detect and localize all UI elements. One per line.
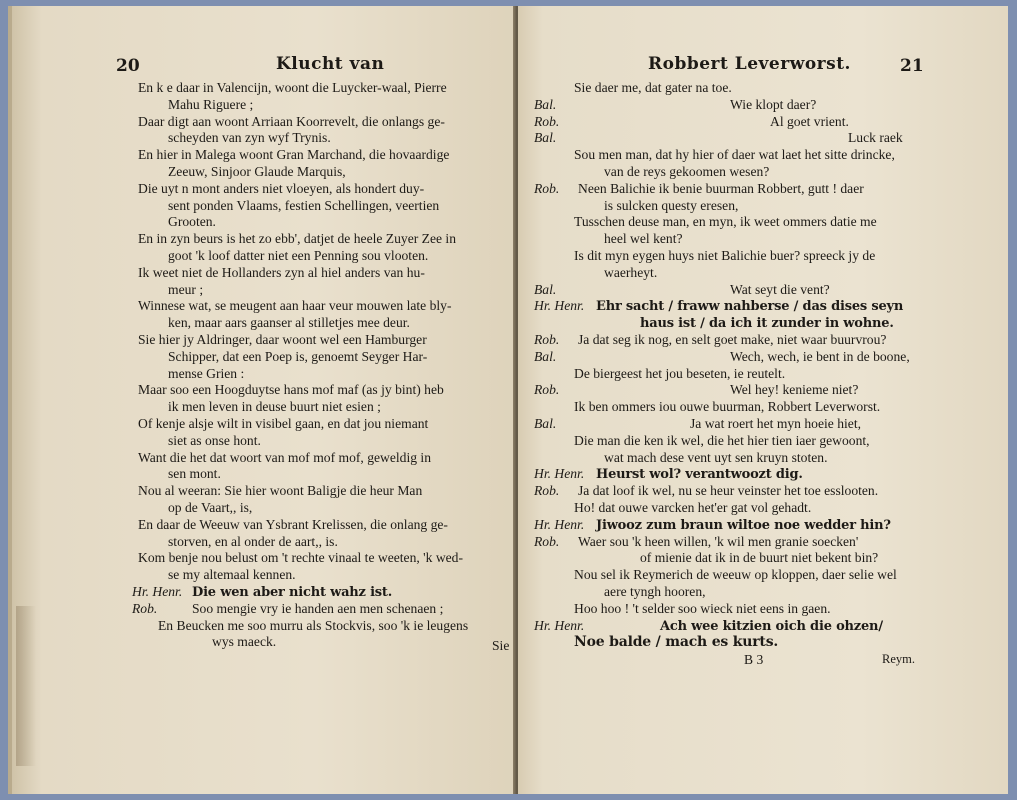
speech-text: Al goet vrient. — [770, 113, 849, 129]
speech-text: wat mach dese vent uyt sen kruyn stoten. — [604, 449, 828, 465]
speaker-label: Bal. — [534, 281, 557, 297]
text-line: En hier in Malega woont Gran Marchand, die hovaardige — [138, 147, 450, 163]
speech-text: waerheyt. — [604, 264, 658, 280]
speech-text: Die wen aber nicht wahz ist. — [192, 585, 393, 600]
speaker-label: Hr. Henr. — [534, 466, 585, 482]
speech-line — [534, 315, 934, 332]
speech-text: wys maeck. — [212, 634, 277, 650]
speech-text: Die man die ken ik wel, die het hier tien iaer gewoont, — [574, 432, 870, 448]
speech-text: heel wel kent? — [604, 231, 683, 247]
left-page-text — [138, 80, 516, 584]
text-line: Daar digt aan woont Arriaan Koorrevelt, die onlangs ge- — [138, 113, 445, 129]
speaker-label: Bal. — [534, 96, 557, 112]
speech-line — [534, 450, 934, 467]
speech-line — [132, 584, 516, 601]
text-line: meur ; — [168, 281, 204, 297]
speech-text: Is dit myn eygen huys niet Balichie buer? spreeck jy de — [574, 247, 876, 263]
text-line: Schipper, dat een Poep is, genoemt Seyger Har- — [168, 348, 428, 364]
speech-text: Ja dat seg ik nog, en selt goet make, niet waar buurvrou? — [578, 331, 887, 347]
speech-line — [534, 483, 934, 500]
speech-line — [534, 534, 934, 551]
folio-left: 20 — [116, 56, 140, 76]
speech-line — [534, 366, 934, 383]
text-line: Of kenje alsje wilt in visibel gaan, en dat jou niemant — [138, 415, 429, 431]
speech-text: Nou sel ik Reymerich de weeuw op kloppen, daer selie wel — [574, 567, 897, 583]
text-line: Nou al weeran: Sie hier woont Baligje die heur Man — [138, 483, 423, 499]
speech-text: Ho! dat ouwe varcken het'er gat vol gehadt. — [574, 499, 812, 515]
text-line: op de Vaart,, is, — [168, 499, 253, 515]
speaker-label: Rob. — [132, 600, 158, 616]
speech-line — [534, 500, 934, 517]
text-line: scheyden van zyn wyf Trynis. — [168, 130, 331, 146]
text-line: Die uyt n mont anders niet vloeyen, als hondert duy- — [138, 180, 425, 196]
text-line: sen mont. — [168, 466, 221, 482]
text-line: En daar de Weeuw van Ysbrant Krelissen, die onlang ge- — [138, 516, 448, 532]
text-line: En k e daar in Valencijn, woont die Luycker-waal, Pierre — [138, 80, 447, 95]
speech-line — [534, 80, 934, 97]
speech-text: Heurst wol? verantwoozt dig. — [596, 467, 803, 483]
speech-line — [534, 332, 934, 349]
folio-right: 21 — [900, 56, 924, 76]
speech-text: Sie daer me, dat gater na toe. — [574, 80, 732, 95]
speech-line — [534, 231, 934, 248]
text-line: Want die het dat woort van mof mof mof, geweldig in — [138, 449, 431, 465]
speech-text: haus ist / da ich it zunder in wohne. — [640, 316, 894, 332]
speech-text: En Beucken me soo murru als Stockvis, soo 'k ie leugens — [158, 617, 469, 633]
running-head-left: Klucht van — [276, 54, 385, 74]
text-line: sent ponden Vlaams, festien Schellingen, veertien — [168, 197, 440, 213]
text-line: storven, en al onder de aart,, is. — [168, 533, 338, 549]
speech-line — [534, 147, 934, 164]
speaker-label: Bal. — [534, 130, 557, 146]
speech-line — [534, 618, 934, 635]
text-line: mense Grien : — [168, 365, 245, 381]
left-page-speeches — [132, 584, 516, 651]
speech-text: Ehr sacht / fraww nahberse / das dises seyn — [596, 299, 904, 315]
speaker-label: Rob. — [534, 113, 560, 129]
speaker-label: Hr. Henr. — [534, 617, 585, 633]
speech-line — [534, 248, 934, 265]
speech-line — [534, 198, 934, 215]
text-line: En in zyn beurs is het zo ebb', datjet de heele Zuyer Zee in — [138, 231, 457, 247]
text-line: ken, maar aars gaanser al stilletjes mee deur. — [168, 315, 410, 331]
text-line: se my altemaal kennen. — [168, 567, 296, 583]
speech-text: Ach wee kitzien oich die ohzen/ — [660, 618, 883, 634]
speech-line — [534, 298, 934, 315]
speech-line — [534, 130, 934, 147]
speech-text: Wat seyt die vent? — [730, 281, 830, 297]
speech-text: Wech, wech, ie bent in de boone, — [730, 348, 910, 364]
speech-line — [534, 634, 934, 651]
speech-line — [534, 416, 934, 433]
speaker-label: Hr. Henr. — [534, 516, 585, 532]
speech-line — [534, 382, 934, 399]
speech-line — [534, 567, 934, 584]
speech-text: of mienie dat ik in de buurt niet bekent bin? — [640, 550, 879, 566]
speech-text: Jiwooz zum braun wiltoe noe wedder hin? — [596, 517, 891, 533]
speech-line — [534, 349, 934, 366]
text-line: Mahu Riguere ; — [168, 96, 254, 112]
speech-text: Waer sou 'k heen willen, 'k wil men granie soecken' — [578, 533, 859, 549]
text-line: Zeeuw, Sinjoor Glaude Marquis, — [168, 163, 346, 179]
speech-text: Tusschen deuse man, en myn, ik weet ommers datie me — [574, 214, 877, 230]
speaker-label: Bal. — [534, 348, 557, 364]
speech-line — [534, 550, 934, 567]
speech-text: is sulcken questy eresen, — [604, 197, 739, 213]
speaker-label: Rob. — [534, 533, 560, 549]
speech-text: Wie klopt daer? — [730, 96, 817, 112]
speech-text: Ja dat loof ik wel, nu se heur veinster het toe esslooten. — [578, 483, 879, 499]
speech-line — [534, 517, 934, 534]
speaker-label: Hr. Henr. — [132, 584, 183, 599]
speech-text: Neen Balichie ik benie buurman Robbert, gutt ! daer — [578, 180, 864, 196]
speech-text: De biergeest het jou beseten, ie reutelt. — [574, 365, 786, 381]
speech-text: Hoo hoo ! 't selder soo wieck niet eens in gaen. — [574, 600, 831, 616]
text-line: goot 'k loof datter niet een Penning sou vlooten. — [168, 247, 429, 263]
right-page-text — [534, 80, 934, 651]
speech-line — [534, 466, 934, 483]
speech-line — [534, 181, 934, 198]
page-stain — [16, 606, 36, 766]
speech-text: Soo mengie vry ie handen aen men schenaen ; — [192, 600, 444, 616]
speech-text: Luck raek — [848, 130, 903, 146]
speaker-label: Rob. — [534, 331, 560, 347]
text-line: Ik weet niet de Hollanders zyn al hiel anders van hu- — [138, 264, 425, 280]
speech-line — [534, 265, 934, 282]
speaker-label: Bal. — [534, 415, 557, 431]
left-page — [8, 6, 516, 794]
text-line: siet as onse hont. — [168, 432, 261, 448]
speech-line — [534, 584, 934, 601]
running-head-right: Robbert Leverworst. — [648, 54, 851, 74]
speaker-label: Rob. — [534, 180, 560, 196]
speech-line — [132, 634, 516, 651]
speech-line — [534, 97, 934, 114]
speech-line — [534, 114, 934, 131]
speech-text: Sou men man, dat hy hier of daer wat laet het sitte drincke, — [574, 147, 895, 163]
speech-text: Wel hey! kenieme niet? — [730, 382, 859, 398]
speech-text: Noe balde / mach es kurts. — [574, 634, 779, 651]
catchword-left: Sie — [492, 638, 510, 653]
speech-line — [534, 601, 934, 618]
speech-text: Ja wat roert het myn hoeie hiet, — [690, 415, 861, 431]
text-line: Maar soo een Hoogduytse hans mof maf (as jy bint) heb — [138, 382, 444, 398]
text-line: ik men leven in deuse buurt niet esien ; — [168, 399, 381, 415]
speaker-label: Rob. — [534, 382, 560, 398]
signature-mark: B 3 — [744, 652, 764, 667]
speech-line — [534, 433, 934, 450]
open-book — [8, 6, 1008, 794]
text-line: Winnese wat, se meugent aan haar veur mouwen late bly- — [138, 298, 452, 314]
speech-line — [534, 164, 934, 181]
speech-line — [534, 399, 934, 416]
speech-line — [132, 601, 516, 618]
text-line: Grooten. — [168, 214, 216, 230]
speech-text: Ik ben ommers iou ouwe buurman, Robbert Leverworst. — [574, 399, 881, 415]
speaker-label: Rob. — [534, 483, 560, 499]
right-page — [518, 6, 1008, 794]
speech-text: aere tyngh hooren, — [604, 583, 706, 599]
speaker-label: Hr. Henr. — [534, 298, 585, 314]
speech-line — [534, 214, 934, 231]
speech-line — [534, 282, 934, 299]
text-line: Sie hier jy Aldringer, daar woont wel een Hamburger — [138, 331, 427, 347]
speech-text: van de reys gekoomen wesen? — [604, 163, 770, 179]
speech-line — [132, 618, 516, 635]
catchword-right: Reym. — [882, 652, 915, 666]
text-line: Kom benje nou belust om 't rechte vinaal te weeten, 'k wed- — [138, 550, 464, 566]
